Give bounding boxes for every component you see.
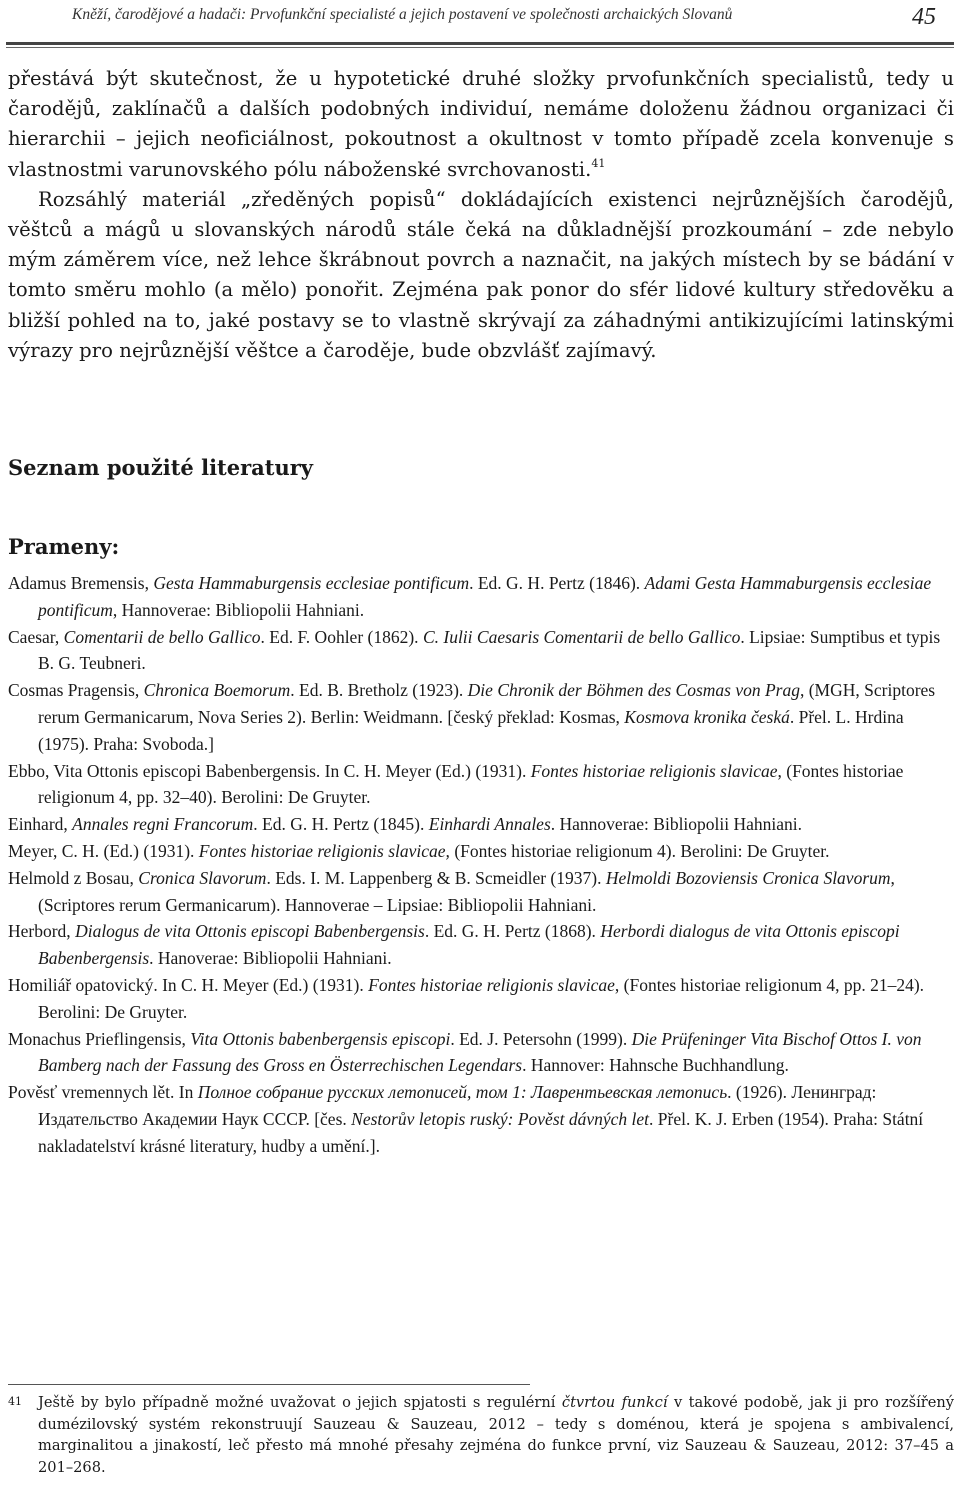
bibliography-entry: Ebbo, Vita Ottonis episcopi Babenbergensis. In C. H. Meyer (Ed.) (1931). Fontes historiae religionis slavicae, (Fontes historiae religionum 4, pp. 32–40). Berolini: De Gruyter. xyxy=(8,760,904,808)
footnote-number: 41 xyxy=(8,1395,22,1408)
page-number: 45 xyxy=(912,4,936,30)
bibliography-entry: Einhard, Annales regni Francorum. Ed. G. H. Pertz (1845). Einhardi Annales. Hannoverae: Bibliopolii Hahniani. xyxy=(8,814,803,835)
bibliography-entry: Cosmas Pragensis, Chronica Boemorum. Ed. B. Bretholz (1923). Die Chronik der Böhmen des Cosmas von Prag, (MGH, Scriptores rerum Germanicarum, Nova Series 2). Berlin: Weidmann. [český překlad: Kosmas, Kosmova kronika česká. Přel. L. Hrdina (1975). Praha: Svoboda.] xyxy=(8,680,936,754)
header-rule-thick xyxy=(6,42,954,45)
bibliography-entry: Monachus Prieflingensis, Vita Ottonis babenbergensis episcopi. Ed. J. Petersohn (1999). Die Prüfeninger Vita Bischof Ottos I. von Bamberg nach der Fassung des Gross en Österrechischen Legendars. Hannover: Hahnsche Buchhandlung. xyxy=(8,1028,922,1076)
bibliography-entry: Adamus Bremensis, Gesta Hammaburgensis ecclesiae pontificum. Ed. G. H. Pertz (1846). Adami Gesta Hammaburgensis ecclesiae pontificum, Hannoverae: Bibliopolii Hahniani. xyxy=(8,573,932,620)
footnote-reference[interactable]: 41 xyxy=(591,156,606,170)
bibliography-entry: Meyer, C. H. (Ed.) (1931). Fontes historiae religionis slavicae, (Fontes historiae religionum 4). Berolini: De Gruyter. xyxy=(8,840,830,861)
paragraph-1-text: přestává být skutečnost, že u hypotetické druhé složky prvofunkčních specialistů, tedy u čarodějů, zaklínačů a dalších podobných individuí, nemáme doloženu žádnou organizaci či hierarchii – jejich neoficiálnost, pokoutnost a okultnost v tomto případě zcela konvenuje s vlastnostmi varunovského pólu náboženské svrchovanosti. xyxy=(8,67,954,181)
body-text xyxy=(8,64,954,366)
paragraph-2: Rozsáhlý materiál „zředěných popisů“ dokládajících existenci nejrůznějších čarodějů, věštců a mágů u slovanských národů stále čeká na důkladnější prozkoumání – zde nebylo mým záměrem více, než lehce škrábnout povrch a naznačit, na jakých místech by se bádání v tomto směru mohlo (a mělo) ponořit. Zejména pak ponor do sfér lidové kultury středověku a bližší pohled na to, jaké postavy se to vlastně skrývají za záhadnými antikizujícími latinskými výrazy pro nejrůznější věštce a čaroděje, bude obzvlášť zajímavý. xyxy=(8,187,954,362)
footnote-separator xyxy=(8,1384,530,1385)
header-rule-thin xyxy=(6,47,954,48)
footnote-text: Ještě by bylo případně možné uvažovat o jejich spjatosti s regulérní čtvrtou funkcí v takové podobě, jak ji pro rozšířený dumézilovský systém rekonstruují Sauzeau & Sauzeau, 2012 – tedy s doménou, která je spojena s ambivalencí, marginalitou a jinakostí, leč přesto má mnohé přesahy zejména do funkce první, viz Sauzeau & Sauzeau, 2012: 37–45 a 201–268. xyxy=(38,1394,954,1477)
running-title: Kněží, čarodějové a hadači: Prvofunkční specialisté a jejich postavení ve společnosti archaických Slovanů xyxy=(72,6,733,23)
bibliography-entry: Pověsť vremennych lět. In Полное собрание русских летописей, том 1: Лаврентьевская летопись. (1926). Ленинград: Издательство Академии Наук СССР. [čes. Nestorův letopis ruský: Pověst dávných let. Přel. K. J. Erben (1954). Praha: Státní nakladatelství krásné literatury, hudby a umění.]. xyxy=(8,1082,924,1156)
sources-subheading: Prameny: xyxy=(8,534,120,559)
running-head xyxy=(22,2,942,36)
paragraph-1 xyxy=(8,64,954,185)
bibliography-entry: Caesar, Comentarii de bello Gallico. Ed. F. Oohler (1862). C. Iulii Caesaris Comentarii de bello Gallico. Lipsiae: Sumptibus et typis B. G. Teubneri. xyxy=(8,626,941,674)
bibliography-entry: Helmold z Bosau, Cronica Slavorum. Eds. I. M. Lappenberg & B. Scmeidler (1937). Helmoldi Bozoviensis Cronica Slavorum, (Scriptores rerum Germanicarum). Hannoverae – Lipsiae: Bibliopolii Hahniani. xyxy=(8,867,895,915)
bibliography-entry: Homiliář opatovický. In C. H. Meyer (Ed.) (1931). Fontes historiae religionis slavicae, (Fontes historiae religionum 4, pp. 21–24). Berolini: De Gruyter. xyxy=(8,974,925,1022)
bibliography-list xyxy=(8,570,953,1160)
bibliography-entry: Herbord, Dialogus de vita Ottonis episcopi Babenbergensis. Ed. G. H. Pertz (1868). Herbordi dialogus de vita Ottonis episcopi Babenbergensis. Hanoverae: Bibliopolii Hahniani. xyxy=(8,921,900,969)
footnote xyxy=(8,1392,954,1479)
section-heading: Seznam použité literatury xyxy=(8,455,314,480)
